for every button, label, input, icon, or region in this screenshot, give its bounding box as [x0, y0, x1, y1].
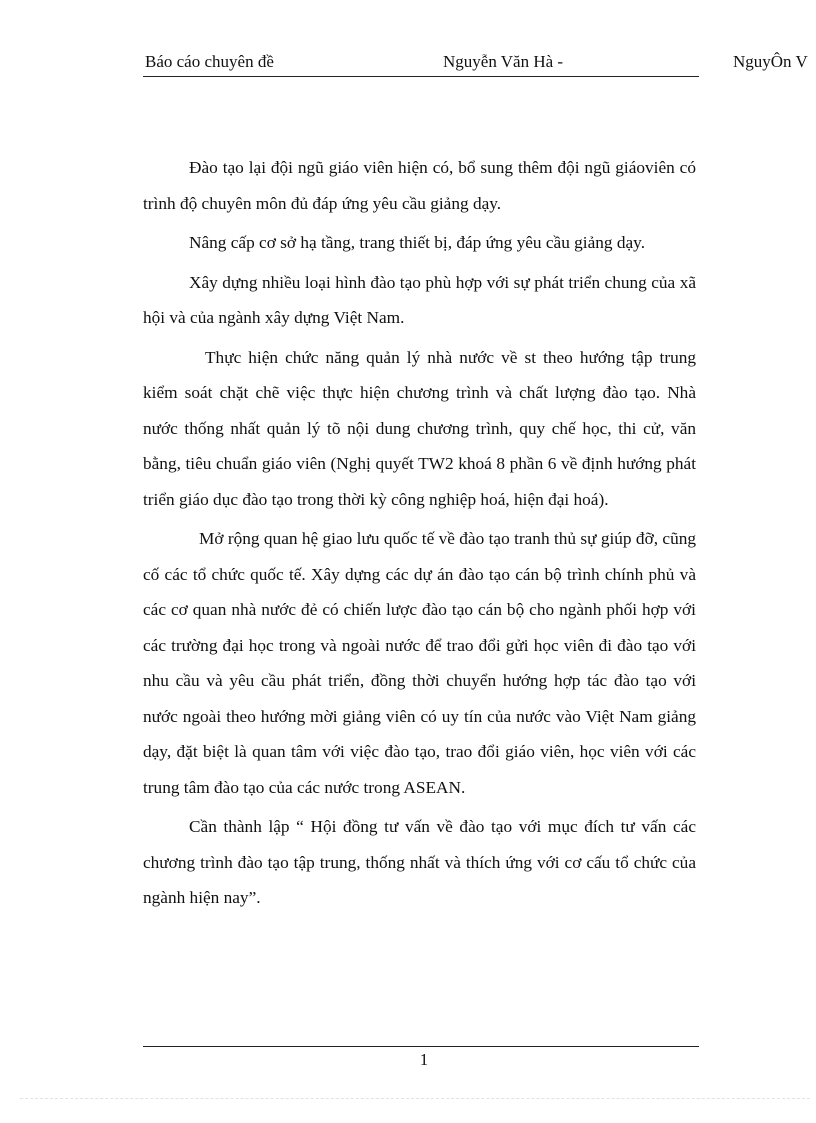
document-body [143, 150, 696, 916]
page-number: 1 [419, 1050, 429, 1069]
paragraph-training-types: Xây dựng nhiều loại hình đào tạo phù hợp với sự phát triển chung của xã hội và của ngành xây dựng Việt Nam. [143, 272, 696, 327]
page-bottom-edge [20, 1098, 810, 1099]
paragraph-train-teachers: Đào tạo lại đội ngũ giáo viên hiện có, bổ sung thêm đội ngũ giáoviên có trình độ chuyên môn đủ đáp ứng yêu cầu giảng dạy. [143, 158, 696, 213]
page-header [0, 52, 816, 78]
paragraph-advisory-council: Cần thành lập “ Hội đồng tư vấn về đào tạo với mục đích tư vấn các chương trình đào tạo tập trung, thống nhất và thích ứng với cơ cấu tổ chức của ngành hiện nay”. [143, 817, 696, 907]
paragraph-international-cooperation: Mở rộng quan hệ giao lưu quốc tế về đào tạo tranh thủ sự giúp đỡ, cũng cố các tổ chức quốc tế. Xây dựng các dự án đào tạo cán bộ trình chính phủ và các cơ quan nhà nước đẻ có chiến lược đào tạo cán bộ cho ngành phối hợp với các trường đại học trong và ngoài nước để trao đổi gửi học viên đi đào tạo với nhu cầu và yêu cầu phát triển, đồng thời chuyển hướng hợp tác đào tạo với nước ngoài theo hướng mời giảng viên có uy tín của nước vào Việt Nam giảng dạy, đặt biệt là quan tâm với việc đào tạo, trao đổi giáo viên, học viên với các trung tâm đào tạo của các nước trong ASEAN. [143, 529, 696, 797]
header-divider [143, 76, 699, 77]
paragraph-infrastructure: Nâng cấp cơ sở hạ tầng, trang thiết bị, đáp ứng yêu cầu giảng dạy. [189, 233, 646, 252]
paragraph-state-management: Thực hiện chức năng quản lý nhà nước về st theo hướng tập trung kiểm soát chặt chẽ việc thực hiện chương trình và chất lượng đào tạo. Nhà nước thống nhất quản lý tõ nội dung chương trình, quy chế học, thi cử, văn bằng, tiêu chuẩn giáo viên (Nghị quyết TW2 khoá 8 phần 6 về định hướng phát triển giáo dục đào tạo trong thời kỳ công nghiệp hoá, hiện đại hoá). [143, 347, 696, 509]
footer-divider [143, 1046, 699, 1047]
header-author: Nguyễn Văn Hà - [443, 52, 564, 71]
header-author-truncated: NguyÔn V [733, 52, 808, 71]
header-report-title: Báo cáo chuyên đề [145, 52, 274, 71]
